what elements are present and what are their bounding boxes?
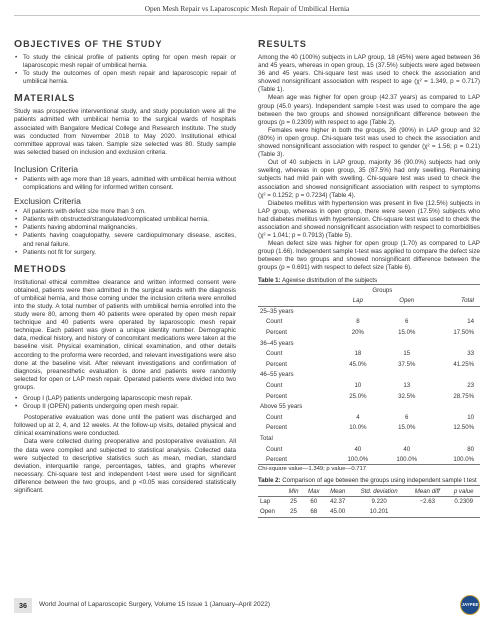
table1-caption: Table 1: Agewise distribution of the subjects: [258, 276, 378, 284]
table1-cell: 41.25%: [453, 360, 474, 368]
table1-group-label: 25–35 years: [260, 308, 294, 316]
table2-cell: Open: [258, 507, 284, 518]
table2-col-header: p value: [447, 486, 480, 497]
table1-cell: 13: [403, 381, 411, 389]
list-item: • Group I (LAP) patients undergoing laparoscopic mesh repair.: [14, 395, 236, 403]
table1-note: Chi-square value—1.349; p value—0.717: [258, 466, 367, 473]
table1-row-label: Count: [266, 445, 283, 453]
table-row: [258, 423, 480, 434]
table2-cell: 9.220: [371, 498, 387, 506]
table1-cell: 45.0%: [349, 360, 367, 368]
journal-citation: World Journal of Laparoscopic Surgery, Volume 15 Issue 1 (January–April 2022): [39, 601, 270, 608]
table2-cell: −2.63: [419, 498, 436, 506]
table1-group-label: Above 55 years: [260, 403, 303, 411]
table1-row-label: Count: [266, 413, 283, 421]
publisher-logo: JAYPEE: [460, 595, 480, 615]
table1-row-label: Count: [266, 381, 283, 389]
table1-cell: 10: [467, 413, 474, 421]
exclusion-heading: Exclusion Criteria: [14, 196, 81, 207]
table2-caption: Table 2: Comparison of age between the groups using independent sample t test: [258, 477, 477, 485]
table-row: [258, 412, 480, 423]
table1-cell: 18: [354, 350, 362, 358]
table1-cell: 10: [354, 381, 362, 389]
table1-cell: 10.0%: [349, 424, 367, 432]
table1-group-label: 36–45 years: [260, 339, 294, 347]
table1-cell: 28.75%: [453, 392, 474, 400]
table1-cell: 6: [405, 318, 409, 326]
table2-col-header: Mean diff: [407, 486, 447, 497]
results-paragraph: Mean defect size was higher for open group (1.70) as compared to LAP group (1.66). Independent sample t-test was applied to compare the defect size between the two groups and showed nonsignificant difference between the groups (p = 0.691) with respect to defect size (Table 6).: [258, 240, 480, 272]
list-item: • Patients with obstructed/strangulated/complicated umbilical hernia.: [14, 216, 236, 224]
methods-heading: METHODS: [14, 262, 67, 275]
list-item: • To study the clinical profile of patients opting for open mesh repair or laparoscopic mesh repair of umbilical hernia.: [14, 54, 236, 70]
table1-row-label: Percent: [266, 392, 288, 400]
table1-col-header: Lap: [333, 295, 382, 306]
table1-row-label: Percent: [266, 360, 288, 368]
table2-cell: 0.2309: [454, 498, 473, 506]
table1-cell: 100.0%: [333, 454, 382, 465]
table1-cell: 12.50%: [453, 424, 474, 432]
table2-col-header: [258, 486, 284, 497]
table1-row-label: Percent: [258, 454, 333, 465]
table1-cell: 23: [467, 381, 474, 389]
table1-cell: 40: [354, 445, 362, 453]
methods-text: Institutional ethical committee clearance and written informed consent were obtained, patients were then admitted in the surgical wards with the diagnosis of umbilical hernia, and those coming under the inclusion criteria were enrolled into the study. A total number of patients with umbilical hernia enrolled into the study were 80, among them 40 patients were operated by open mesh repair technique and 40 patients were operated by laparoscopic mesh repair technique. Each patient was given a unique identity number. Demographic data, medical history, and history of concomitant medications were taken at the baseline visit. Physical examination, clinical examination, and other details according to the proforma were recorded, and relevant investigations were also done at the baseline visit. After relevant investigations and confirmation of diagnosis, preanesthetic evaluation is done and patients were randomly selected for open or LAP mesh repair. Operated patients were divided into two groups.: [14, 278, 236, 391]
materials-heading: MATERIALS: [14, 92, 76, 105]
page-number: 36: [14, 598, 32, 613]
table1-cell: 6: [405, 413, 409, 421]
materials-text: Study was prospective interventional study, and study population were all the patients admitted with umbilical hernia to the surgical wards of hospitals associated with Bangalore Medical College and Research Institute. The study was conducted from November 2018 to May 2020. Institutional ethical committee approval was taken. Sample size selected was 80. Study sample was selected based on inclusion and exclusion criteria.: [14, 108, 236, 156]
table1-col-header: Open: [382, 295, 431, 306]
table-row: [258, 496, 480, 507]
table1-cell: 33: [467, 350, 474, 358]
inclusion-heading: Inclusion Criteria: [14, 163, 78, 174]
table2-col-header: Std. deviation: [351, 486, 407, 497]
table2-cell: 10.201: [351, 507, 407, 518]
table-row: [258, 317, 480, 328]
header-rule: [14, 15, 480, 16]
inclusion-list: [14, 176, 236, 192]
list-item: • Patients with age more than 18 years, admitted with umbilical hernia without complications and willing for informed written consent.: [14, 176, 236, 192]
table1-cell: 100.0%: [382, 454, 431, 465]
list-item: • Patients not fit for surgery.: [14, 249, 236, 257]
table1-cell: 15: [403, 350, 411, 358]
table1-cell: 17.50%: [453, 329, 474, 336]
table1-row-label: Count: [266, 318, 283, 326]
table2-cell: [447, 507, 480, 518]
list-item: • Patients having coagulopathy, severe cardiopulmonary disease, ascites, and renal failure.: [14, 232, 236, 248]
methods-analysis-text: Data were collected during preoperative and postoperative evaluation. All the data were compiled and subjected to statistical analysis. Collected data were subjected to descriptive statistics such as mean, median, standard deviation, interquartile range, percentages, tables, and graphs wherever necessary. Chi-square test and independent t-test were used for significant difference between the two groups, and p <0.05 was considered statistically significant.: [14, 438, 236, 495]
table2-cell: 60: [310, 498, 318, 506]
running-header: Open Mesh Repair vs Laparoscopic Mesh Repair of Umbilical Hernia: [144, 4, 350, 13]
objectives-heading: OBJECTIVES OF THE STUDY: [14, 38, 163, 50]
table1-group-label: 46–55 years: [260, 371, 294, 379]
results-paragraph: Diabetes mellitus with hypertension was present in five (12.5%) subjects in LAP group, whereas in open group, there were seven (17.5%) subjects who had diabetes mellitus with hypertension. Chi-square test was used to check the association and showed nonsignificant association with respect to comorbidities (χ² = 1.041; p = 0.7913) (Table 5).: [258, 199, 480, 240]
groups-list: [14, 395, 236, 411]
table-row: [258, 359, 480, 370]
table2-cell: Lap: [260, 498, 271, 506]
table1: [258, 284, 480, 465]
table1-cell: 80: [467, 445, 474, 453]
table2-col-header: Mean: [324, 486, 351, 497]
table-row: [258, 348, 480, 359]
table-row: [258, 454, 480, 465]
table1-cell: 32.5%: [398, 392, 416, 400]
table-row: [258, 380, 480, 391]
table1-group-label: Total: [260, 434, 273, 442]
table2-cell: 25: [290, 498, 297, 506]
table1-cell: 4: [356, 413, 360, 421]
list-item: • Group II (OPEN) patients undergoing open mesh repair.: [14, 403, 236, 411]
table1-col-header: Total: [431, 295, 480, 306]
page-footer: [14, 598, 480, 614]
table1-row-label: Percent: [266, 329, 288, 336]
results-heading: RESULTS: [258, 38, 307, 50]
table1-cell: 15.0%: [398, 329, 416, 336]
table2-cell: [407, 507, 447, 518]
list-item: • All patients with defect size more than 3 cm.: [14, 208, 236, 216]
results-paragraph: Out of 40 subjects in LAP group, majority 36 (90.0%) subjects had only swelling, whereas in open group, 35 (87.5%) had only swelling. Remaining subjects had mild pain with swelling. Chi-square test was used to check the association and showed nonsignificant association with respect to symptoms (χ² = 0.1252; p = 0.7234) (Table 4).: [258, 159, 480, 199]
table1-cell: 15.0%: [398, 424, 416, 432]
table-row: [258, 444, 480, 455]
table-row: [258, 327, 480, 338]
table2-cell: 45.00: [324, 507, 351, 518]
table1-row-label: Count: [266, 350, 283, 358]
table1-row-label: Percent: [266, 424, 288, 432]
list-item: • Patients having abdominal malignancies.: [14, 224, 236, 232]
table1-cell: 40: [403, 445, 411, 453]
table2-cell: 25: [284, 507, 303, 518]
table-row: [258, 391, 480, 402]
objectives-list: [14, 54, 236, 86]
right-column: [258, 38, 480, 518]
table1-cell: 25.0%: [349, 392, 367, 400]
results-paragraph: Mean age was higher for open group (42.37 years) as compared to LAP group (45.0 years). Independent sample t-test was used to compare the age between the two groups and showed nonsignificant difference between the groups (p = 0.2309) with respect to age (Table 2).: [258, 94, 480, 126]
table1-cell: 8: [356, 318, 360, 326]
methods-followup-text: Postoperative evaluation was done until the patient was discharged and followed up at 2, 4, and 12 weeks. At the follow-up visits, detailed physical and clinical examinations were conducted.: [14, 414, 236, 438]
table-row: [258, 507, 480, 518]
table1-cell: 37.5%: [398, 360, 416, 368]
table2-col-header: Max: [303, 486, 324, 497]
table2-cell: 42.37: [330, 498, 346, 506]
table2-col-header: Min: [284, 486, 303, 497]
table2-cell: 68: [303, 507, 324, 518]
table1-cell: 14: [467, 318, 474, 326]
left-column: [14, 38, 236, 495]
table1-groups-header: Groups: [333, 285, 431, 296]
table1-cell: 100.0%: [431, 454, 480, 465]
list-item: • To study the outcomes of open mesh repair and laparoscopic repair of umbilical hernia.: [14, 70, 236, 86]
results-paragraph: Among the 40 (100%) subjects in LAP group, 18 (45%) were aged between 36 and 45 years, whereas in open group, 15 (37.5%) subjects were aged between 36 and 45 years. Chi-square test was used to check the association and showed nonsignificant association with respect to age (χ² = 1.349, p = 0.717) (Table 1).: [258, 54, 480, 94]
exclusion-list: [14, 208, 236, 257]
table2: [258, 485, 480, 518]
table1-cell: 20%: [351, 329, 364, 336]
results-paragraph: Females were higher in both the groups, 36 (90%) in LAP group and 32 (80%) in open group. Chi-square test was used to check the association and showed nonsignificant association with respect to gender (χ² = 1.56; p = 0.21) (Table 3).: [258, 126, 480, 159]
